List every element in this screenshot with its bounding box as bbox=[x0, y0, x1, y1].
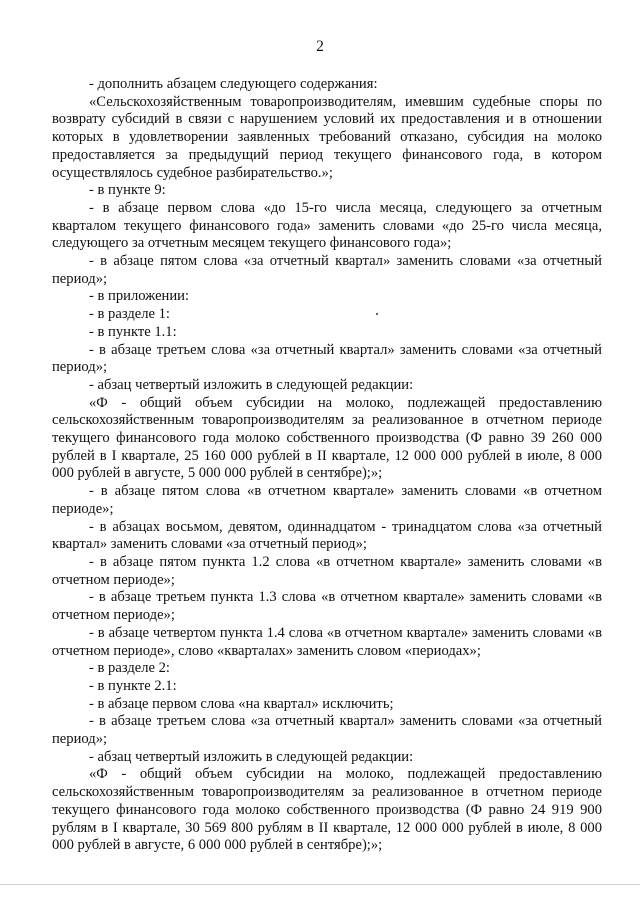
paragraph-10: - абзац четвертый изложить в следующей редакции: bbox=[89, 376, 414, 393]
paragraph-4: - в абзаце первом слова «до 15-го числа месяца, следующего за отчетным кварталом текущего финансового года» заменить словами «до 25-го числа месяца, следующего за отчетным месяцем текущего финансового года»; bbox=[52, 199, 602, 252]
paragraph-3: - в пункте 9: bbox=[89, 182, 166, 199]
page-number: 2 bbox=[316, 38, 324, 55]
paragraph-15: - в абзаце третьем пункта 1.3 слова «в отчетном квартале» заменить словами «в отчетном периоде»; bbox=[52, 589, 602, 624]
scan-dot bbox=[376, 313, 378, 315]
paragraph-18: - в пункте 2.1: bbox=[89, 677, 177, 694]
paragraph-2: «Сельскохозяйственным товаропроизводителям, имевшим судебные споры по возврату субсидий в связи с нарушением условий их предоставления и в отношении которых в удовлетворении заявленных требований отказано, субсидия на молоко предоставляется за предыдущий период текущего финансового года, в котором осуществлялось судебное разбирательство.»; bbox=[52, 93, 602, 181]
paragraph-6: - в приложении: bbox=[89, 288, 190, 305]
paragraph-11: «Ф - общий объем субсидии на молоко, подлежащей предоставлению сельскохозяйственным товаропроизводителям за реализованное в отчетном периоде текущего финансового года молоко собственного производства (Ф равно 39 260 000 рублей в I квартале, 25 160 000 рублей в II квартале, 12 000 000 рублей в июле, 8 000 000 рублей в августе, 5 000 000 рублей в сентябре);»; bbox=[52, 394, 602, 482]
paragraph-5: - в абзаце пятом слова «за отчетный квартал» заменить словами «за отчетный период»; bbox=[52, 253, 602, 287]
paragraph-14: - в абзаце пятом пункта 1.2 слова «в отчетном квартале» заменить словами «в отчетном периоде»; bbox=[52, 553, 602, 588]
paragraph-17: - в разделе 2: bbox=[89, 660, 170, 677]
paragraph-1: - дополнить абзацем следующего содержания: bbox=[89, 76, 378, 92]
paragraph-12: - в абзаце пятом слова «в отчетном квартале» заменить словами «в отчетном периоде»; bbox=[52, 483, 602, 517]
paragraph-8: - в пункте 1.1: bbox=[89, 323, 177, 340]
paragraph-13: - в абзацах восьмом, девятом, одиннадцатом - тринадцатом слова «за отчетный квартал» заменить словами «за отчетный период»; bbox=[52, 518, 602, 553]
scan-edge-line bbox=[0, 884, 640, 885]
paragraph-22: «Ф - общий объем субсидии на молоко, подлежащей предоставлению сельскохозяйственным товаропроизводителям за реализованное в отчетном периоде текущего финансового года молоко собственного производства (Ф равно 24 919 900 рублям в I квартале, 30 569 800 рублям в II квартале, 12 000 000 рублей в июле, 8 000 000 рублей в августе, 6 000 000 рублей в сентябре);»; bbox=[52, 766, 602, 854]
paragraph-9: - в абзаце третьем слова «за отчетный квартал» заменить словами «за отчетный период»; bbox=[52, 341, 602, 376]
paragraph-20: - в абзаце третьем слова «за отчетный квартал» заменить словами «за отчетный период»; bbox=[52, 713, 602, 748]
paragraph-21: - абзац четвертый изложить в следующей редакции: bbox=[89, 748, 414, 765]
paragraph-7 bbox=[52, 306, 602, 324]
paragraph-16: - в абзаце четвертом пункта 1.4 слова «в отчетном квартале» заменить словами «в отчетном периоде», слово «кварталах» заменить словом «периодах»; bbox=[52, 624, 602, 659]
paragraph-19: - в абзаце первом слова «на квартал» исключить; bbox=[89, 695, 394, 712]
paragraph-7-text: - в разделе 1: bbox=[89, 306, 170, 323]
document-body bbox=[52, 76, 602, 855]
